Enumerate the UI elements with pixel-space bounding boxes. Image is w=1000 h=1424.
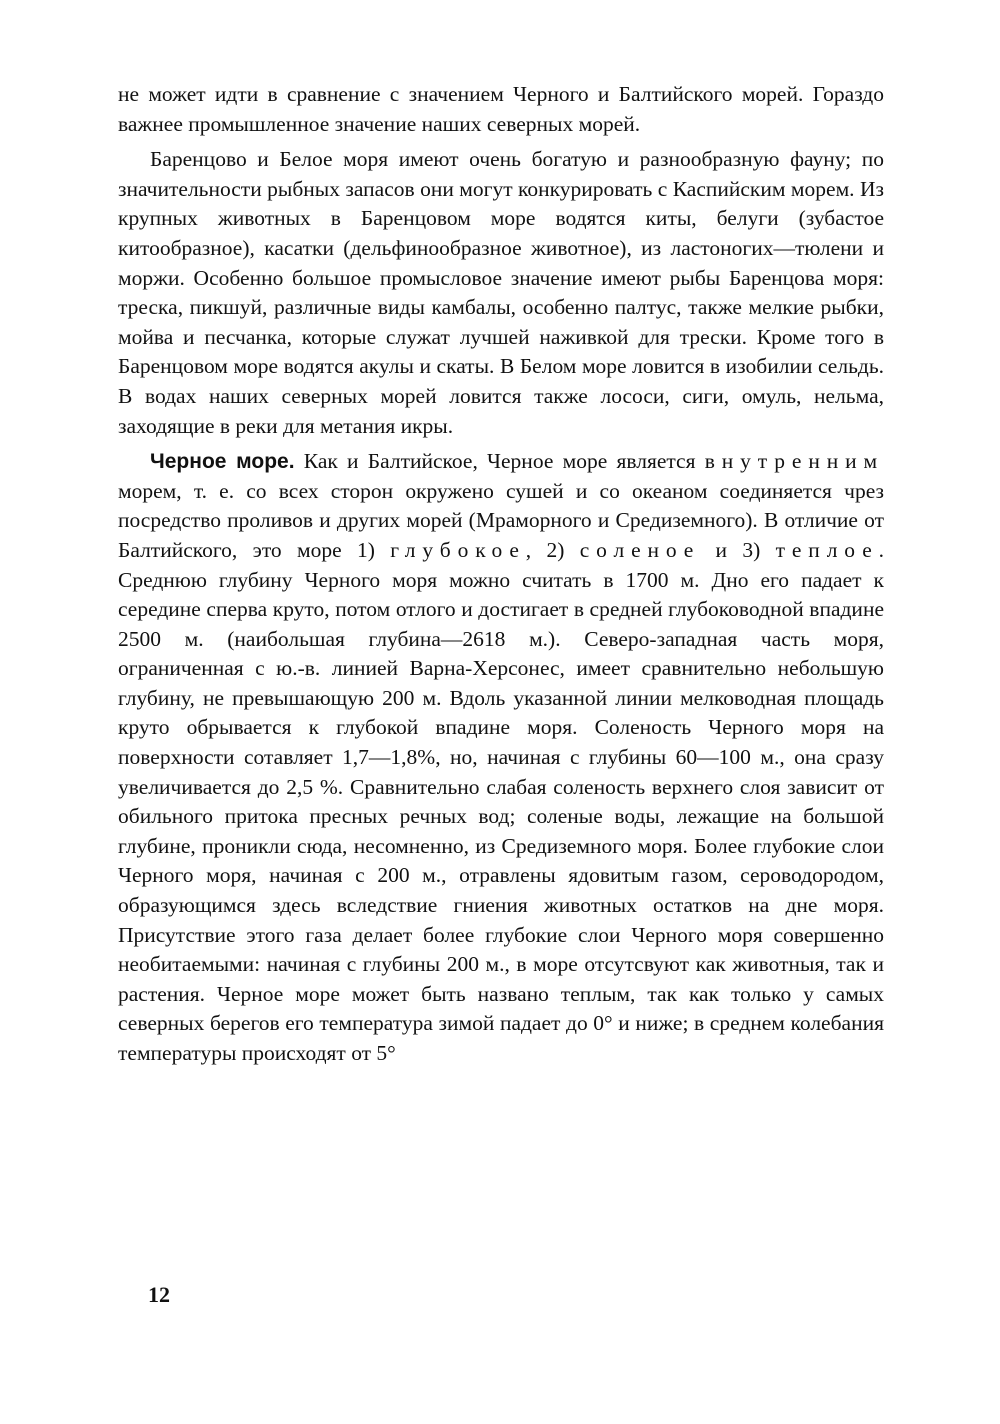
spaced-term: теплое [775, 537, 879, 562]
text-run: . Среднюю глубину Черного моря можно считать в 1700 м. Дно его падает к середине сперва круто, потом отлого и достигает в средней глубоководной впадине 2500 м. (наибольшая глубина—2618 м.). Северо-западная часть моря, ограниченная с ю.-в. линией Варна-Херсонес, имеет сравнительно небольшую глубину, не превышающую 200 м. Вдоль указанной линии мелководная площадь круто обрывается к глубокой впадине моря. Соленость Черного моря на поверхности сотавляет 1,7—1,8%, но, начиная с глубины 60—100 м., она сразу увеличивается до 2,5 %. Сравнительно слабая соленость верхнего слоя зависит от обильного притока пресных речных вод; соленые воды, лежащие на большой глубине, проникли сюда, несомненно, из Средиземного моря. Более глубокие слои Черного моря, начиная с 200 м., отравлены ядовитым газом, сероводородом, образующимся здесь вследствие гниения животных остатков на дне моря. Присутствие этого газа делает более глубокие слои Черного моря совершенно необитаемыми: начиная с глубины 200 м., в море отсутсвуют как животныя, так и растения. Черное море может быть названо теплым, так как только у самых северных берегов его температура зимой падает до 0° и ниже; в среднем колебания температуры происходят от 5° [118, 537, 884, 1065]
spaced-term: глубокое [390, 537, 526, 562]
spaced-term: соленое [579, 537, 701, 562]
text-run: Как и Балтийское, Черное море является [294, 449, 705, 474]
section-heading: Черное море. [150, 450, 295, 474]
spaced-term: внутренним [704, 449, 884, 474]
text-run: морем, т. е. со всех сторон окружено сушей и со океаном соединяется чрез посредство проливов и других морей (Мраморного и Средиземного). В отличие от Балтийского, это море 1) [118, 478, 884, 562]
paragraph-black-sea [118, 447, 884, 1068]
page-body [118, 80, 884, 1075]
page-number: 12 [148, 1282, 170, 1307]
paragraph-intro: не может идти в сравнение с значением Черного и Балтийского морей. Гораздо важнее промышленное значение наших северных морей. [118, 82, 884, 136]
text-run: и 3) [700, 537, 776, 562]
text-run: , 2) [525, 537, 580, 562]
paragraph-fauna: Баренцово и Белое моря имеют очень богатую и разнообразную фауну; по значительности рыбных запасов они могут конкурировать с Каспийским морем. Из крупных животных в Баренцовом море водятся киты, белуги (зубастое китообразное), касатки (дельфинообразное животное), из ластоногих—тюлени и моржи. Особенно большое промысловое значение имеют рыбы Баренцова моря: треска, пикшуй, различные виды камбалы, особенно палтус, также мелкие рыбки, мойва и песчанка, которые служат лучшей наживкой для трески. Кроме того в Баренцовом море водятся акулы и скаты. В Белом море ловится в изобилии сельдь. В водах наших северных морей ловится также лососи, сиги, омуль, нельма, заходящие в реки для метания икры. [118, 147, 884, 438]
